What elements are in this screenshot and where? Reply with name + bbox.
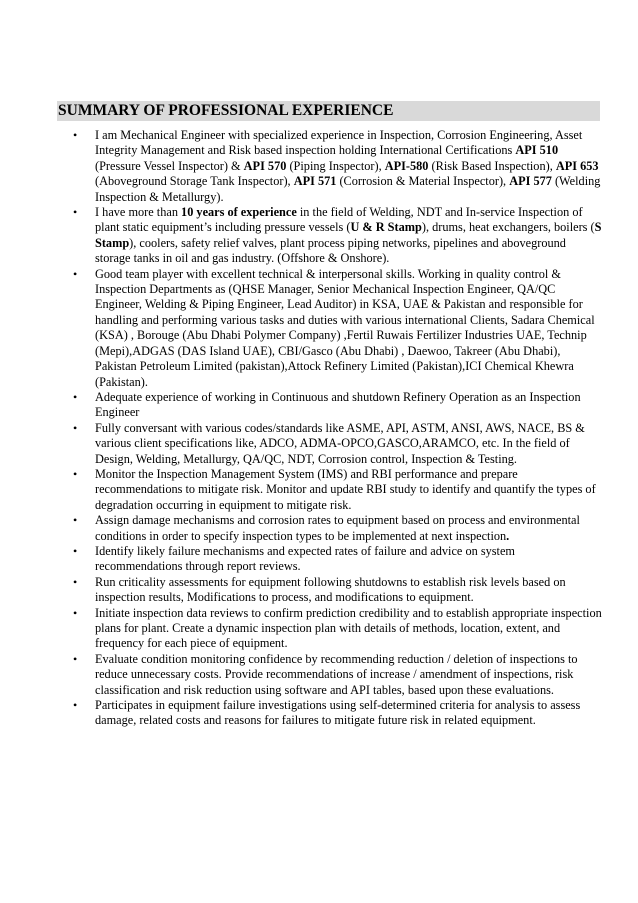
bold-text: API-580 [384, 158, 429, 173]
text-run: Run criticality assessments for equipment following shutdowns to establish risk levels based on inspection results, Modifications to process, and modifications to equipment. [95, 574, 566, 605]
text-run: ), drums, heat exchangers, boilers ( [421, 220, 595, 235]
list-item-text [95, 267, 603, 390]
list-item [73, 575, 603, 606]
bold-text: U & R Stamp [350, 220, 422, 235]
text-run: Participates in equipment failure investigations using self-determined criteria for analysis to assess damage, related costs and reasons for failures to mitigate future risk in related equipment. [95, 698, 581, 728]
list-item [73, 467, 603, 513]
text-run: Initiate inspection data reviews to confirm prediction credibility and to establish appropriate inspection plans for plant. Create a dynamic inspection plan with details of methods, location, extent, and frequency for each piece of equipment. [95, 605, 602, 651]
text-run: Fully conversant with various codes/standards like ASME, API, ASTM, ANSI, AWS, NACE, BS & various client specifications like, ADCO, ADMA-OPCO,GASCO,ARAMCO, etc. In the field of Design, Welding, Metallurgy, QA/QC, NDT, Corrosion control, Inspection & Testing. [95, 420, 585, 466]
text-run: Assign damage mechanisms and corrosion rates to equipment based on process and environmental conditions in order to specify inspection types to be implemented at next inspection [95, 513, 580, 543]
list-item [73, 128, 603, 205]
text-run: (Piping Inspector), [286, 158, 385, 173]
list-item [73, 267, 603, 390]
bullet-icon: • [73, 420, 78, 435]
list-item [73, 205, 603, 267]
bold-text: S Stamp [95, 220, 602, 250]
list-item-text [95, 390, 603, 421]
text-run: (Pressure Vessel Inspector) & [95, 158, 244, 173]
list-item-text [95, 128, 603, 205]
list-item-text [95, 467, 603, 513]
text-run: Identify likely failure mechanisms and expected rates of failure and advice on system recommendations through report reviews. [95, 543, 515, 574]
bullet-icon: • [73, 698, 78, 713]
list-item-text [95, 652, 603, 698]
text-run: Good team player with excellent technical & interpersonal skills. Working in quality control & Inspection Departments as (QHSE Manager, Senior Mechanical Inspection Engineer, QA/QC Engineer, Welding & Piping Engineer, Lead Auditor) in KSA, UAE & Pakistan and responsible for handling and performing various tasks and duties with various international Clients, Sadara Chemical (KSA) , Borouge (Abu Dhabi Polymer Company) ,Fertil Ruwais Fertilizer Industries UAE, Technip (Mepi),ADGAS (DAS Island UAE), CBI/Gasco (Abu Dhabi) , Daewoo, Takreer (Abu Dhabi), Pakistan Petroleum Limited (pakistan),Attock Refinery Limited (Pakistan),ICI Chemical Khewra (Pakistan). [95, 266, 595, 389]
list-item [73, 606, 603, 652]
list-item-text [95, 421, 603, 467]
bullet-icon: • [73, 205, 78, 220]
bold-text: API 571 [293, 174, 337, 189]
bold-text: API 510 [515, 143, 559, 158]
section-heading: SUMMARY OF PROFESSIONAL EXPERIENCE [57, 101, 600, 121]
list-item-text [95, 513, 603, 544]
text-run: Monitor the Inspection Management System (IMS) and RBI performance and prepare recommendations to mitigate risk. Monitor and update RBI study to identify and quantify the types of degradation occurring in equipment to mitigate risk. [95, 466, 596, 512]
list-item-text [95, 698, 603, 729]
text-run: Evaluate condition monitoring confidence by recommending reduction / deletion of inspections to reduce unnecessary costs. Provide recommendations of increase / amendment of inspections, risk classification and risk reduction using software and API tables, based upon these evaluations. [95, 651, 578, 697]
experience-list [73, 128, 603, 729]
list-item-text [95, 575, 603, 606]
text-run: Adequate experience of working in Continuous and shutdown Refinery Operation as an Inspection Engineer [95, 389, 581, 420]
bullet-icon: • [73, 466, 78, 481]
bullet-icon: • [73, 128, 78, 142]
text-run: I am Mechanical Engineer with specialized experience in Inspection, Corrosion Engineering, Asset Integrity Management and Risk based inspection holding International Certifications [95, 128, 583, 158]
bullet-icon: • [73, 651, 78, 666]
text-run: (Welding Inspection & Metallurgy). [95, 174, 601, 204]
text-run: (Risk Based Inspection), [428, 158, 556, 173]
bold-text: API 570 [243, 158, 287, 173]
list-item [73, 652, 603, 698]
text-run: (Corrosion & Material Inspector), [336, 174, 510, 189]
list-item [73, 544, 603, 575]
list-item-text [95, 606, 603, 652]
text-run: (Aboveground Storage Tank Inspector), [95, 174, 294, 189]
text-run: in the field of Welding, NDT and In-service Inspection of plant static equipment’s including pressure vessels ( [95, 205, 583, 235]
list-item-text [95, 544, 603, 575]
list-item [73, 698, 603, 729]
bold-text: . [506, 528, 510, 543]
bullet-icon: • [73, 389, 78, 404]
bold-text: API 577 [509, 174, 552, 189]
bullet-icon: • [73, 266, 78, 281]
bullet-icon: • [73, 543, 78, 558]
bold-text: API 653 [555, 158, 599, 173]
text-run: ), coolers, safety relief valves, plant process piping networks, pipelines and aboveground storage tanks in oil and gas industry. (Offshore & Onshore). [95, 235, 566, 266]
text-run: I have more than [95, 205, 182, 220]
list-item [73, 390, 603, 421]
bullet-icon: • [73, 574, 78, 589]
bullet-icon: • [73, 605, 78, 620]
bullet-icon: • [73, 513, 78, 528]
list-item [73, 513, 603, 544]
list-item-text [95, 205, 603, 267]
list-item [73, 421, 603, 467]
bold-text: 10 years of experience [181, 205, 297, 220]
